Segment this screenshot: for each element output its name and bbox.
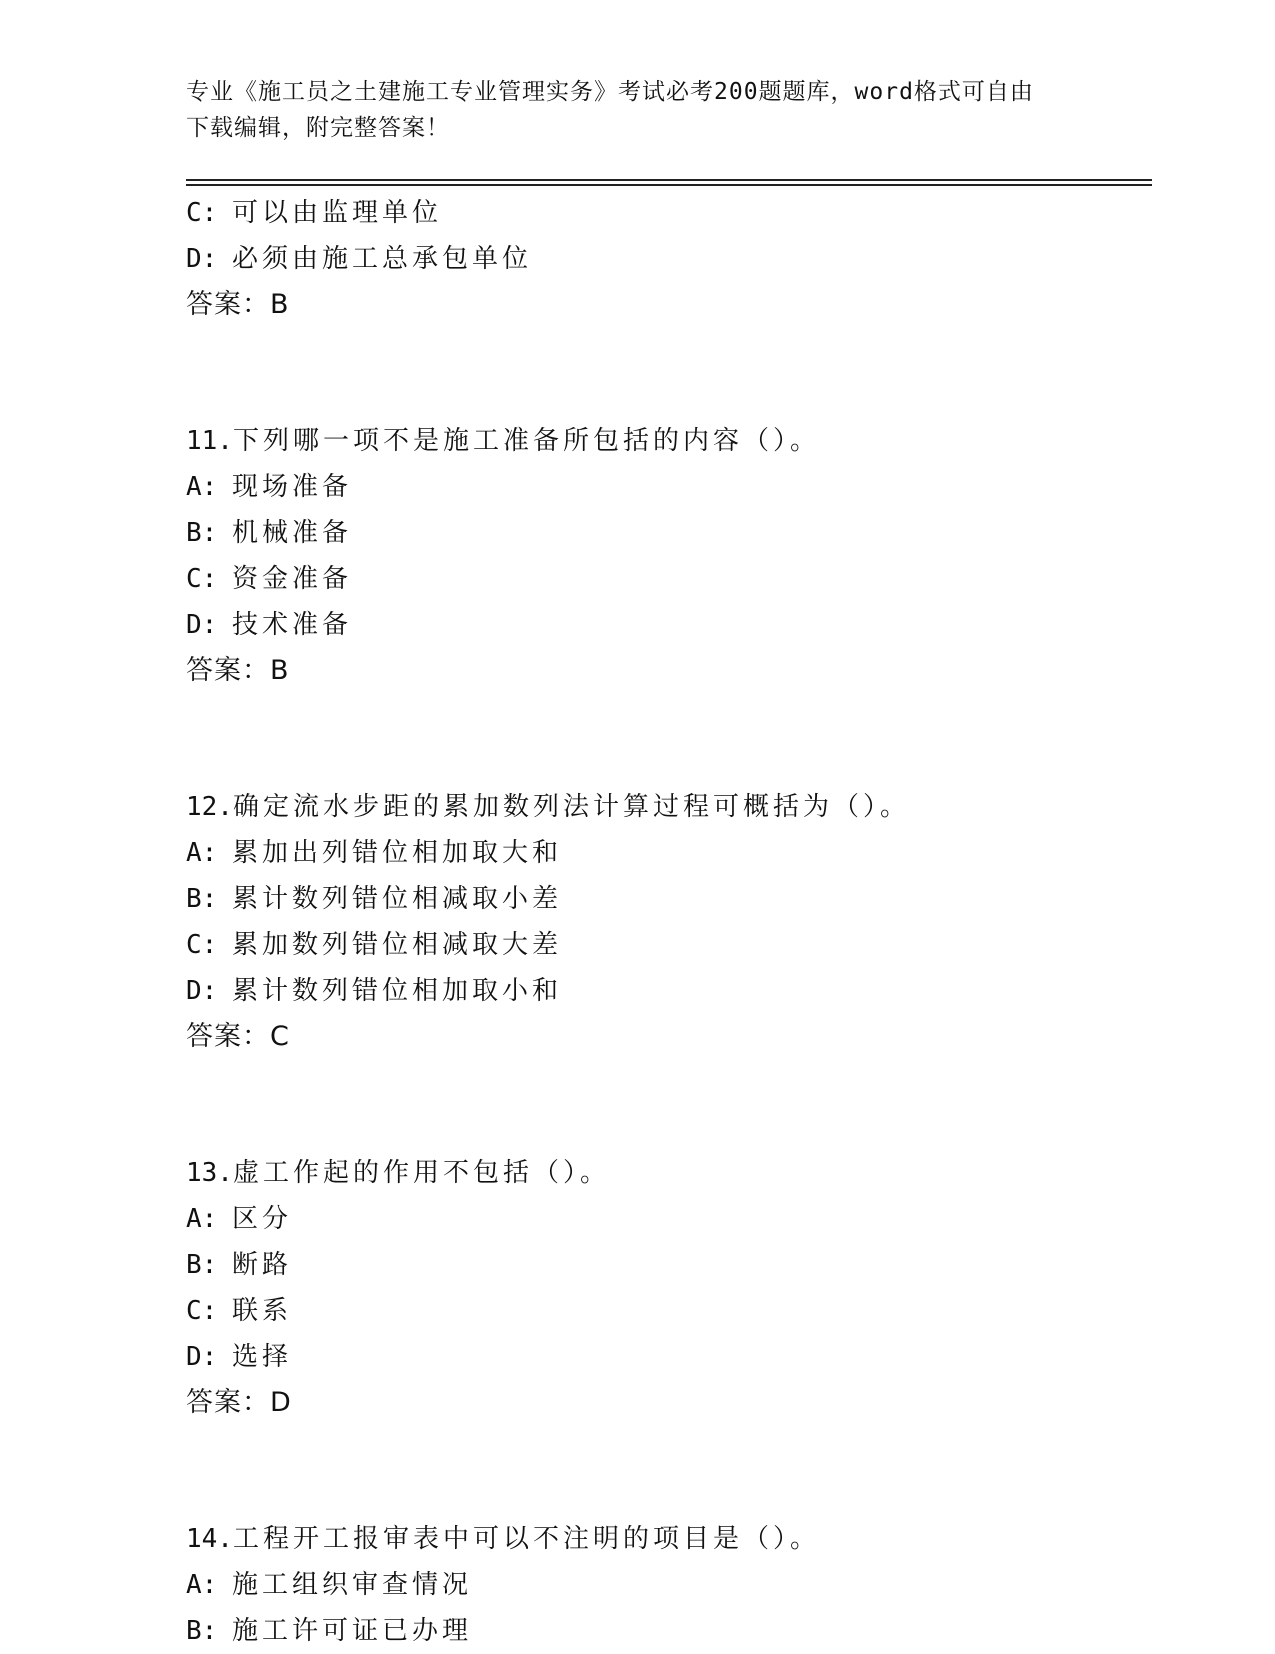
option-letter: A:: [186, 1204, 218, 1234]
option-c: [186, 922, 1152, 968]
option-text: 累计数列错位相加取小和: [232, 976, 563, 1006]
question-text: 下列哪一项不是施工准备所包括的内容（）。: [232, 426, 820, 456]
header-line-2: 下载编辑，附完整答案！: [186, 115, 450, 141]
option-d: [186, 236, 1152, 282]
question-list: [186, 190, 1152, 1654]
spacer: [186, 1426, 1152, 1516]
question-number: 13.: [186, 1158, 233, 1188]
option-text: 累加数列错位相减取大差: [232, 930, 563, 960]
option-text: 资金准备: [232, 564, 353, 594]
header-divider-top: [186, 179, 1152, 181]
document-header: [186, 74, 1076, 146]
header-divider-bottom: [186, 184, 1152, 186]
option-text: 断路: [232, 1250, 293, 1280]
option-b: [186, 1242, 1152, 1288]
option-text: 选择: [232, 1342, 293, 1372]
answer-line: 答案：C: [186, 1021, 290, 1052]
option-a: [186, 830, 1152, 876]
option-letter: A:: [186, 472, 218, 502]
question-stem: [186, 418, 1152, 464]
option-text: 必须由施工总承包单位: [232, 244, 533, 274]
question-stem: [186, 784, 1152, 830]
option-b: [186, 876, 1152, 922]
option-text: 施工组织审查情况: [232, 1570, 473, 1600]
option-letter: C:: [186, 1296, 218, 1326]
spacer: [186, 328, 1152, 418]
option-letter: A:: [186, 1570, 218, 1600]
question-number: 12.: [186, 792, 233, 822]
spacer: [186, 1060, 1152, 1150]
option-text: 累加出列错位相加取大和: [232, 838, 563, 868]
option-text: 施工许可证已办理: [232, 1616, 473, 1646]
question-text: 工程开工报审表中可以不注明的项目是（）。: [232, 1524, 820, 1554]
option-a: [186, 464, 1152, 510]
option-a: [186, 1196, 1152, 1242]
question-stem: [186, 1516, 1152, 1562]
question-text: 确定流水步距的累加数列法计算过程可概括为（）。: [232, 792, 910, 822]
option-text: 累计数列错位相减取小差: [232, 884, 563, 914]
option-letter: B:: [186, 1250, 218, 1280]
option-a: [186, 1562, 1152, 1608]
question-stem: [186, 1150, 1152, 1196]
option-letter: A:: [186, 838, 218, 868]
question-13: [186, 1150, 1152, 1426]
option-text: 技术准备: [232, 610, 353, 640]
option-text: 现场准备: [232, 472, 353, 502]
option-letter: C:: [186, 930, 218, 960]
answer-line: 答案：B: [186, 655, 290, 686]
option-letter: C:: [186, 564, 218, 594]
option-text: 可以由监理单位: [232, 198, 443, 228]
option-b: [186, 1608, 1152, 1654]
option-letter: B:: [186, 884, 218, 914]
header-line-1: 专业《施工员之土建施工专业管理实务》考试必考200题题库，word格式可自由: [186, 79, 1034, 105]
question-number: 11.: [186, 426, 233, 456]
spacer: [186, 694, 1152, 784]
option-letter: B:: [186, 518, 218, 548]
option-letter: B:: [186, 1616, 218, 1646]
question-text: 虚工作起的作用不包括（）。: [232, 1158, 610, 1188]
question-10-tail: [186, 190, 1152, 328]
answer-line: 答案：D: [186, 1387, 292, 1418]
option-text: 机械准备: [232, 518, 353, 548]
option-letter: D:: [186, 610, 218, 640]
option-c: [186, 556, 1152, 602]
question-11: [186, 418, 1152, 694]
option-d: [186, 1334, 1152, 1380]
option-c: [186, 190, 1152, 236]
option-d: [186, 602, 1152, 648]
question-12: [186, 784, 1152, 1060]
option-letter: C:: [186, 198, 218, 228]
option-text: 区分: [232, 1204, 293, 1234]
question-number: 14.: [186, 1524, 233, 1554]
option-b: [186, 510, 1152, 556]
option-letter: D:: [186, 1342, 218, 1372]
option-letter: D:: [186, 244, 218, 274]
option-text: 联系: [232, 1296, 293, 1326]
question-14: [186, 1516, 1152, 1654]
option-c: [186, 1288, 1152, 1334]
answer-line: 答案：B: [186, 289, 290, 320]
option-d: [186, 968, 1152, 1014]
option-letter: D:: [186, 976, 218, 1006]
